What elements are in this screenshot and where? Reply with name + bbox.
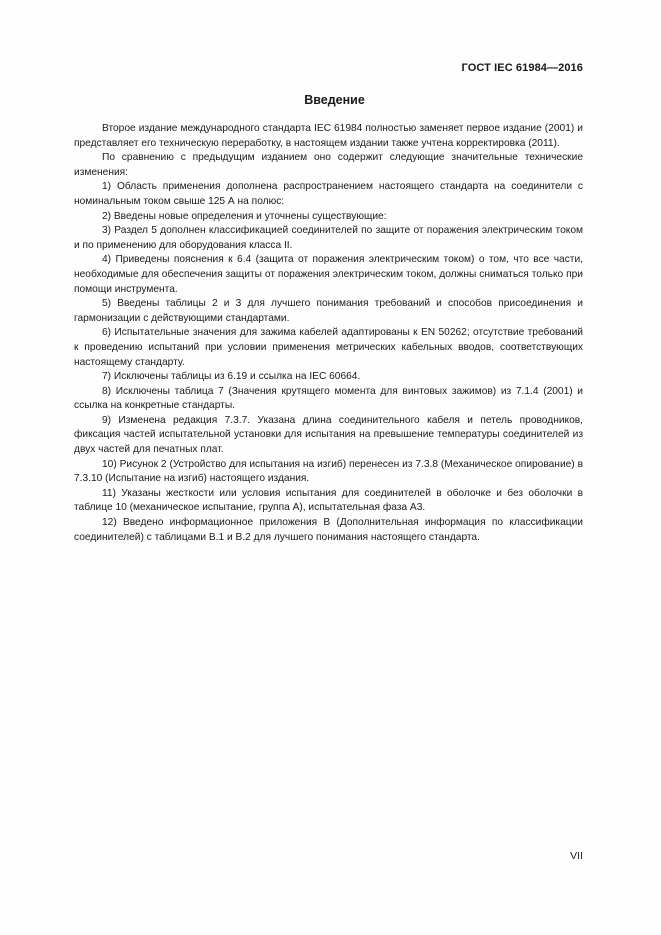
section-title: Введение [304,93,365,107]
paragraph-change-10: 10) Рисунок 2 (Устройство для испытания на изгиб) перенесен из 7.3.8 (Механическое опирование) в 7.3.10 (Испытание на изгиб) настоящего издания. [74,458,583,485]
paragraph-change-9: 9) Изменена редакция 7.3.7. Указана длина соединительного кабеля и петель проводников, фиксация частей испытательной установки для испытания на превышение температуры соединителей из двух частей для печатных плат. [74,414,583,456]
paragraph-change-7: 7) Исключены таблицы из 6.19 и ссылка на IEC 60664. [102,371,361,383]
paragraph-change-3: 3) Раздел 5 дополнен классификацией соединителей по защите от поражения электрическим током и по применению для оборудования класса II. [74,225,583,251]
paragraph-intro: Второе издание международного стандарта IEC 61984 полностью заменяет первое издание (2001) и представляет его техническую переработку, в настоящем издании также учтена корректировка (2011). [74,123,583,149]
page-number: VII [570,850,583,862]
paragraph-change-11: 11) Указаны жесткости или условия испытания для соединителей в оболочке и без оболочки в таблице 10 (механическое испытание, группа А), испытательная фаза А3. [74,487,583,514]
paragraph-change-5: 5) Введены таблицы 2 и 3 для лучшего понимания требований и способов присоединения и гармонизации с действующими стандартами. [74,298,583,324]
paragraph-change-4: 4) Приведены пояснения к 6.4 (защита от поражения электрическим током) о том, что все части, необходимые для обеспечения защиты от поражения электрическим током, должны сниматься только при помощи инструмента. [74,254,583,295]
body-text [74,122,583,545]
paragraph-changes-lead: По сравнению с предыдущим изданием оно содержит следующие значительные технические изменения: [74,152,583,178]
paragraph-change-8: 8) Исключены таблица 7 (Значения крутящего момента для винтовых зажимов) из 7.1.4 (2001) и ссылка на конкретные стандарты. [74,385,583,412]
paragraph-change-12: 12) Введено информационное приложения В (Дополнительная информация по классификации соединителей) с таблицами В.1 и В.2 для лучшего понимания настоящего стандарта. [74,517,583,543]
document-code: ГОСТ IEC 61984—2016 [461,62,583,74]
paragraph-change-6: 6) Испытательные значения для зажима кабелей адаптированы к EN 50262; отсутствие требований к проведению испытаний при условии применения метрических кабельных вводов, соответствующих настоящему стандарту. [74,327,583,368]
paragraph-change-2: 2) Введены новые определения и уточнены существующие: [102,210,387,222]
paragraph-change-1: 1) Область применения дополнена распространением настоящего стандарта на соединители с номинальным током свыше 125 А на полюс: [74,181,583,207]
